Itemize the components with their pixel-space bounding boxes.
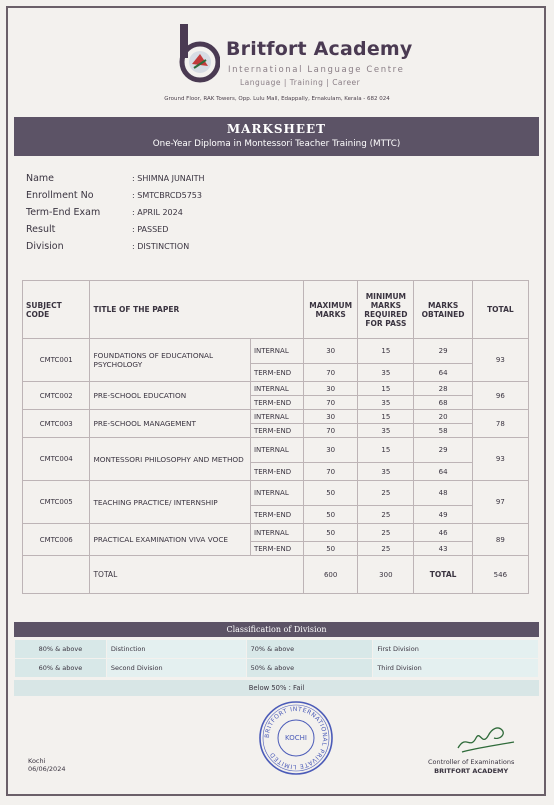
range-cell: 80% & above [15,640,107,659]
info-value: : SMTCBRCD5753 [132,191,202,200]
info-row [26,190,326,204]
britfort-logo-icon [178,24,220,84]
min-marks: 35 [358,463,414,481]
info-value: : DISTINCTION [132,242,190,251]
subject-code: CMTC005 [23,481,90,524]
division-cell: First Division [373,640,539,659]
subject-total: 89 [472,524,528,556]
min-marks: 25 [358,542,414,556]
range-cell: 50% & above [246,659,373,678]
total-min: 300 [358,556,414,594]
min-marks: 15 [358,438,414,463]
col-header-min: MINIMUM MARKS REQUIRED FOR PASS [358,281,414,339]
address: Ground Floor, RAK Towers, Opp. Lulu Mall, Edappally, Ernakulam, Kerala - 682 024 [164,96,390,102]
min-marks: 15 [358,410,414,424]
min-marks: 15 [358,339,414,364]
paper-title: PRE-SCHOOL EDUCATION [90,382,250,410]
total-row [23,556,529,594]
marks-table [22,280,529,594]
marks-obtained: 43 [414,542,472,556]
issue-place-date [28,757,65,773]
info-value: : APRIL 2024 [132,208,183,217]
min-marks: 15 [358,382,414,396]
max-marks: 70 [304,396,358,410]
table-row [23,410,529,424]
marks-obtained: 20 [414,410,472,424]
marks-obtained: 64 [414,364,472,382]
col-header-title: TITLE OF THE PAPER [90,281,304,339]
division-cell: Distinction [106,640,246,659]
min-marks: 25 [358,524,414,542]
official-seal-icon [258,700,334,776]
min-marks: 35 [358,396,414,410]
exam-type: INTERNAL [250,410,303,424]
subject-total: 93 [472,438,528,481]
grand-total: 546 [472,556,528,594]
signature-icon [452,716,520,756]
division-cell: Third Division [373,659,539,678]
exam-type: INTERNAL [250,524,303,542]
division-cell: Second Division [106,659,246,678]
marks-obtained: 49 [414,506,472,524]
exam-type: INTERNAL [250,438,303,463]
marks-obtained: 64 [414,463,472,481]
min-marks: 35 [358,364,414,382]
info-label: Term-End Exam [26,207,101,218]
marks-obtained: 58 [414,424,472,438]
info-value: : SHIMNA JUNAITH [132,174,205,183]
info-label: Enrollment No [26,190,94,201]
marksheet-title: MARKSHEET [226,122,327,136]
course-title: One-Year Diploma in Montessori Teacher Training (MTTC) [152,139,401,149]
col-header-obtained: MARKS OBTAINED [414,281,472,339]
total-label: TOTAL [90,556,304,594]
marks-obtained: 68 [414,396,472,410]
controller-title: Controller of Examinations [428,758,515,766]
info-row [26,173,326,187]
marks-obtained: 29 [414,438,472,463]
range-cell: 60% & above [15,659,107,678]
seal-center-text: KOCHI [285,734,307,742]
fail-criteria: Below 50% : Fail [14,680,539,696]
max-marks: 70 [304,424,358,438]
range-cell: 70% & above [246,640,373,659]
subject-code: CMTC002 [23,382,90,410]
total-max: 600 [304,556,358,594]
paper-title: MONTESSORI PHILOSOPHY AND METHOD [90,438,250,481]
min-marks: 35 [358,424,414,438]
max-marks: 30 [304,382,358,396]
subject-code: CMTC003 [23,410,90,438]
classification-title: Classification of Division [14,622,539,637]
table-row [23,481,529,506]
issue-date: 06/06/2024 [28,765,66,773]
issue-place: Kochi [28,757,46,765]
max-marks: 70 [304,463,358,481]
max-marks: 70 [304,364,358,382]
exam-type: TERM-END [250,424,303,438]
exam-type: INTERNAL [250,339,303,364]
classification-row [15,640,539,659]
info-value: : PASSED [132,225,169,234]
info-row [26,207,326,221]
marks-obtained: 29 [414,339,472,364]
info-row [26,241,326,255]
max-marks: 50 [304,481,358,506]
info-label: Division [26,241,64,252]
exam-type: TERM-END [250,463,303,481]
paper-title: FOUNDATIONS OF EDUCATIONAL PSYCHOLOGY [90,339,250,382]
max-marks: 50 [304,506,358,524]
brand-tagline: Language | Training | Career [240,78,361,87]
marks-obtained: 48 [414,481,472,506]
paper-title: PRACTICAL EXAMINATION VIVA VOCE [90,524,250,556]
subject-code: CMTC006 [23,524,90,556]
brand-subtitle: International Language Centre [228,65,405,75]
min-marks: 25 [358,506,414,524]
info-label: Result [26,224,56,235]
subject-total: 93 [472,339,528,382]
subject-total: 96 [472,382,528,410]
col-header-total: TOTAL [472,281,528,339]
classification-row [15,659,539,678]
academy-name: BRITFORT ACADEMY [434,767,509,775]
min-marks: 25 [358,481,414,506]
subject-total: 78 [472,410,528,438]
table-row [23,524,529,542]
table-row [23,382,529,396]
table-row [23,339,529,364]
subject-code: CMTC001 [23,339,90,382]
col-header-code: SUBJECT CODE [23,281,90,339]
controller-signature-block [428,758,514,776]
exam-type: TERM-END [250,364,303,382]
paper-title: TEACHING PRACTICE/ INTERNSHIP [90,481,250,524]
max-marks: 50 [304,542,358,556]
exam-type: TERM-END [250,506,303,524]
subject-code: CMTC004 [23,438,90,481]
subject-rows [23,339,529,556]
marks-obtained: 28 [414,382,472,396]
info-row [26,224,326,238]
marksheet-banner [14,117,539,156]
exam-type: TERM-END [250,542,303,556]
seal-text: BRITFORT INTERNATIONAL PRIVATE LIMITED [263,705,329,771]
paper-title: PRE-SCHOOL MANAGEMENT [90,410,250,438]
max-marks: 50 [304,524,358,542]
brand-name: Britfort Academy [226,38,413,60]
subject-total: 97 [472,481,528,524]
table-row [23,438,529,463]
table-header-row [23,281,529,339]
max-marks: 30 [304,410,358,424]
classification-table [14,639,539,678]
col-header-max: MAXIMUM MARKS [304,281,358,339]
exam-type: INTERNAL [250,382,303,396]
max-marks: 30 [304,438,358,463]
exam-type: TERM-END [250,396,303,410]
total-obtained-label: TOTAL [414,556,472,594]
info-label: Name [26,173,55,184]
exam-type: INTERNAL [250,481,303,506]
marks-obtained: 46 [414,524,472,542]
max-marks: 30 [304,339,358,364]
total-row-blank [23,556,90,594]
